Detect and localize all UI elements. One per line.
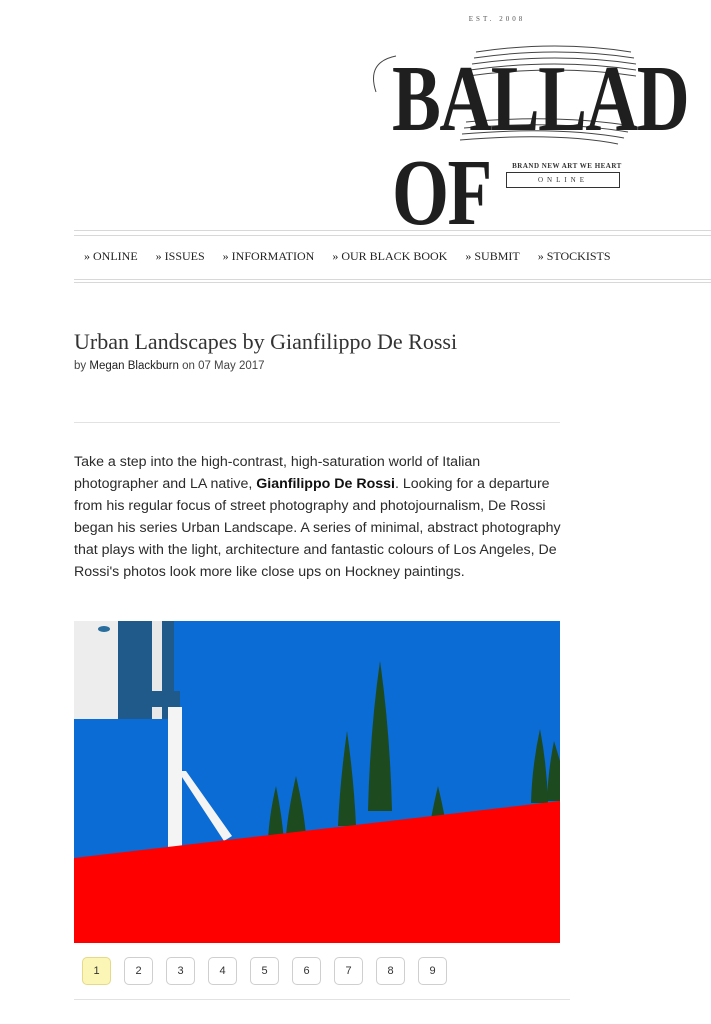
page-button-3[interactable]: 3	[166, 957, 195, 985]
article-byline	[74, 360, 265, 372]
nav-item-stockists[interactable]: » STOCKISTS	[537, 249, 611, 263]
nav-item-information[interactable]: » INFORMATION	[222, 249, 315, 263]
page-button-1[interactable]: 1	[82, 957, 111, 985]
logo-banner: ONLINE	[506, 172, 620, 188]
nav-item-issues[interactable]: » ISSUES	[155, 249, 205, 263]
intro-text-start: Take a step into the high-contrast, high-saturation world of Italian photographer and LA native,	[74, 454, 481, 492]
nav-item-online[interactable]: » ONLINE	[84, 249, 138, 263]
logo-tagline: BRAND NEW ART WE HEART	[512, 162, 622, 170]
nav-item-our-black-book[interactable]: » OUR BLACK BOOK	[332, 249, 448, 263]
photo-billboard-light	[98, 626, 110, 632]
main-nav	[84, 249, 611, 267]
nav-border-bottom	[74, 279, 711, 283]
page-button-7[interactable]: 7	[334, 957, 363, 985]
nav-item-submit[interactable]: » SUBMIT	[465, 249, 520, 263]
logo-wordmark: BALLAD OF	[392, 47, 689, 245]
header-divider	[74, 422, 560, 423]
date-prefix: on	[182, 360, 195, 372]
page-button-2[interactable]: 2	[124, 957, 153, 985]
nav-border-top	[74, 230, 711, 236]
page-button-8[interactable]: 8	[376, 957, 405, 985]
page-button-6[interactable]: 6	[292, 957, 321, 985]
page-button-4[interactable]: 4	[208, 957, 237, 985]
footer-divider	[74, 999, 570, 1000]
photo-billboard-base	[118, 691, 180, 707]
article-photo[interactable]	[74, 621, 560, 943]
article-date: 07 May 2017	[198, 360, 265, 372]
site-logo[interactable]	[356, 12, 689, 245]
page-button-9[interactable]: 9	[418, 957, 447, 985]
photo-billboard-white	[74, 621, 120, 719]
article-intro	[74, 451, 566, 583]
article-title: Urban Landscapes by Gianfilippo De Rossi	[74, 329, 458, 354]
author-link[interactable]: Megan Blackburn	[89, 360, 179, 372]
intro-text-end: . Looking for a departure from his regular focus of street photography and photojournalism, De Rossi began his series Urban Landscape. A series of minimal, abstract photography that plays with the light, architecture and fantastic colours of Los Angeles, De Rossi's photos look more like close ups on Hockney paintings.	[74, 476, 561, 580]
logo-est: EST. 2008	[468, 15, 526, 23]
artist-name: Gianfilippo De Rossi	[256, 476, 395, 492]
byline-prefix: by	[74, 360, 87, 372]
photo-urban-landscape	[74, 621, 560, 943]
gallery-pagination	[82, 957, 447, 985]
page-button-5[interactable]: 5	[250, 957, 279, 985]
